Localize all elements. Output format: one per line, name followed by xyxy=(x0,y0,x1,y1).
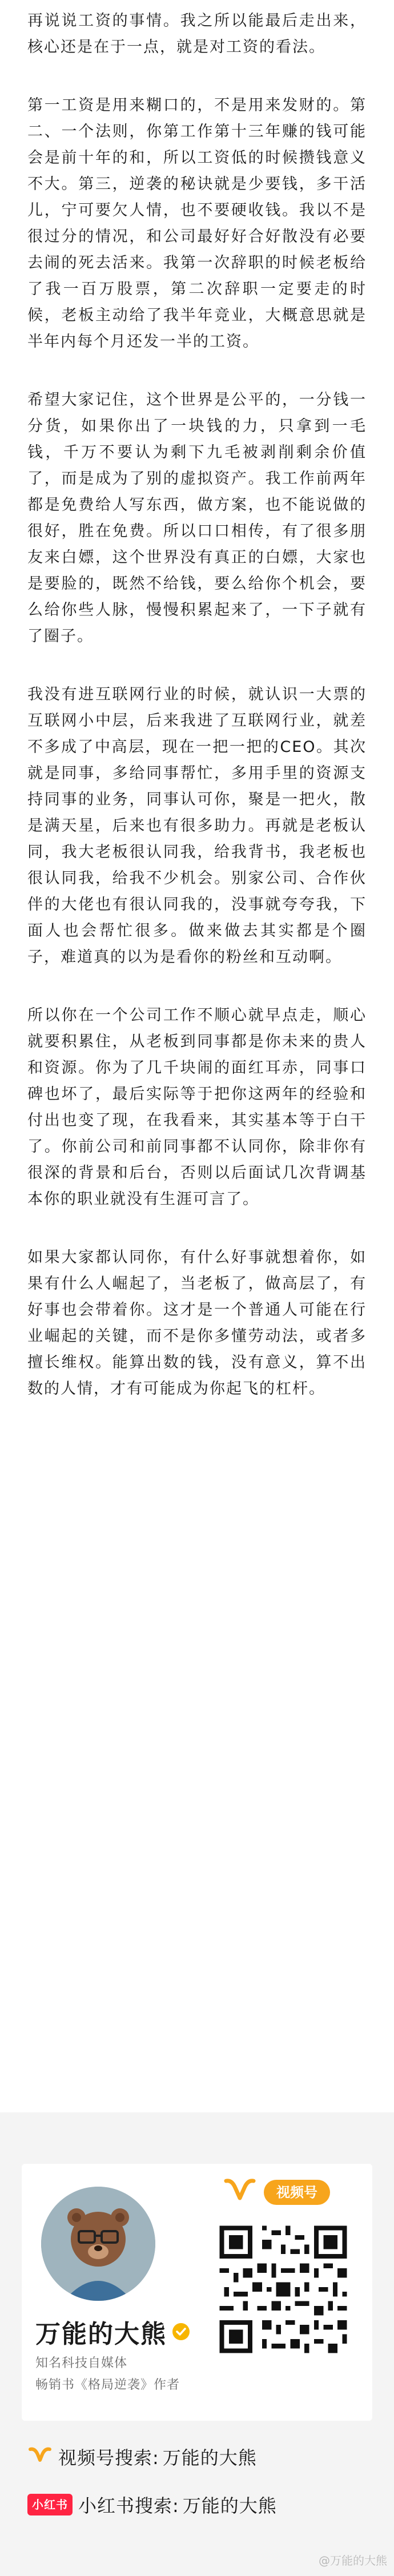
channels-search-label: 视频号搜索: xyxy=(58,2447,159,2469)
channels-logo-icon xyxy=(223,2176,257,2206)
xiaohongshu-search-row[interactable] xyxy=(27,2492,277,2518)
verified-icon xyxy=(171,2322,191,2341)
xiaohongshu-icon: 小红书 xyxy=(27,2494,73,2515)
channels-badge[interactable]: 视频号 xyxy=(264,2180,330,2205)
qr-code-icon xyxy=(215,2221,352,2358)
channels-search-row[interactable] xyxy=(27,2444,257,2470)
qr-code[interactable] xyxy=(215,2221,352,2358)
paragraph-5: 所以你在一个公司工作不顺心就早点走，顺心就要积累住，从老板到同事都是你未来的贵人和资源。你为了几千块闹的面红耳赤，同事口碑也坏了，最后实际等于把你这两年的经验和付出也变了现，在我看来，其实基本等于白干了。你前公司和前同事都不认同你，除非你有很深的背景和后台，否则以后面试几次背调基本你的职业就没有生涯可言了。 xyxy=(27,1007,367,1208)
author-desc-1: 知名科技自媒体 xyxy=(35,2356,128,2370)
xiaohongshu-search-label: 小红书搜索: xyxy=(78,2495,179,2517)
channels-logo-icon xyxy=(27,2445,53,2468)
paragraph-4: 我没有进互联网行业的时候，就认识一大票的互联网小中层，后来我进了互联网行业，就差不多成了中高层，现在一把一把的CEO。其次就是同事，多给同事帮忙，多用手里的资源支持同事的业务，同事认可你，聚是一把火，散是满天星，后来也有很多助力。再就是老板认同，我大老板很认同我，给我背书，我老板也很认同我，给我不少机会。别家公司、合作伙伴的大佬也有很认同我的，没事就夸夸我，下面人也会帮忙很多。做来做去其实都是个圈子，难道真的以为是看你的粉丝和互动啊。 xyxy=(27,686,367,966)
paragraph-1: 再说说工资的事情。我之所以能最后走出来，核心还是在于一点，就是对工资的看法。 xyxy=(27,12,367,56)
author-card xyxy=(22,2164,372,2421)
author-name[interactable]: 万能的大熊 xyxy=(35,2320,167,2349)
watermark: @万能的大熊 xyxy=(319,2554,387,2567)
bear-avatar-icon xyxy=(41,2187,155,2301)
xiaohongshu-search-value: 万能的大熊 xyxy=(182,2495,277,2517)
paragraph-2: 第一工资是用来糊口的，不是用来发财的。第二、一个法则，你第工作第十三年赚的钱可能会是前十年的和，所以工资低的时候攒钱意义不大。第三，逆袭的秘诀就是少要钱，多干活儿，宁可要欠人情，也不要硬收钱。我以不是很过分的情况，和公司最好好合好散没有必要去闹的死去活来。我第一次辞职的时候老板给了我一百万股票，第二次辞职一定要走的时候，老板主动给了我半年竞业，大概意思就是半年内每个月还发一半的工资。 xyxy=(27,96,367,351)
channels-search-value: 万能的大熊 xyxy=(162,2447,257,2469)
avatar[interactable] xyxy=(41,2187,155,2301)
paragraph-6: 如果大家都认同你，有什么好事就想着你，如果有什么人崛起了，当老板了，做高层了，有好事也会带着你。这才是一个普通人可能在行业崛起的关键，而不是你多懂劳动法，或者多擅长维权。能算出数的钱，没有意义，算不出数的人情，才有可能成为你起飞的杠杆。 xyxy=(27,1249,367,1398)
author-footer xyxy=(0,2112,394,2576)
paragraph-3: 希望大家记住，这个世界是公平的，一分钱一分货，如果你出了一块钱的力，只拿到一毛钱，千万不要认为剩下九毛被剥削剩余价值了，而是成为了别的虚拟资产。我工作前两年都是免费给人写东西，做方案，也不能说做的很好，胜在免费。所以口口相传，有了很多朋友来白嫖，这个世界没有真正的白嫖，大家也是要脸的，既然不给钱，要么给你个机会，要么给你些人脉，慢慢积累起来了，一下子就有了圈子。 xyxy=(27,391,367,645)
author-desc-2: 畅销书《格局逆袭》作者 xyxy=(35,2378,180,2392)
author-name-row xyxy=(35,2313,191,2350)
